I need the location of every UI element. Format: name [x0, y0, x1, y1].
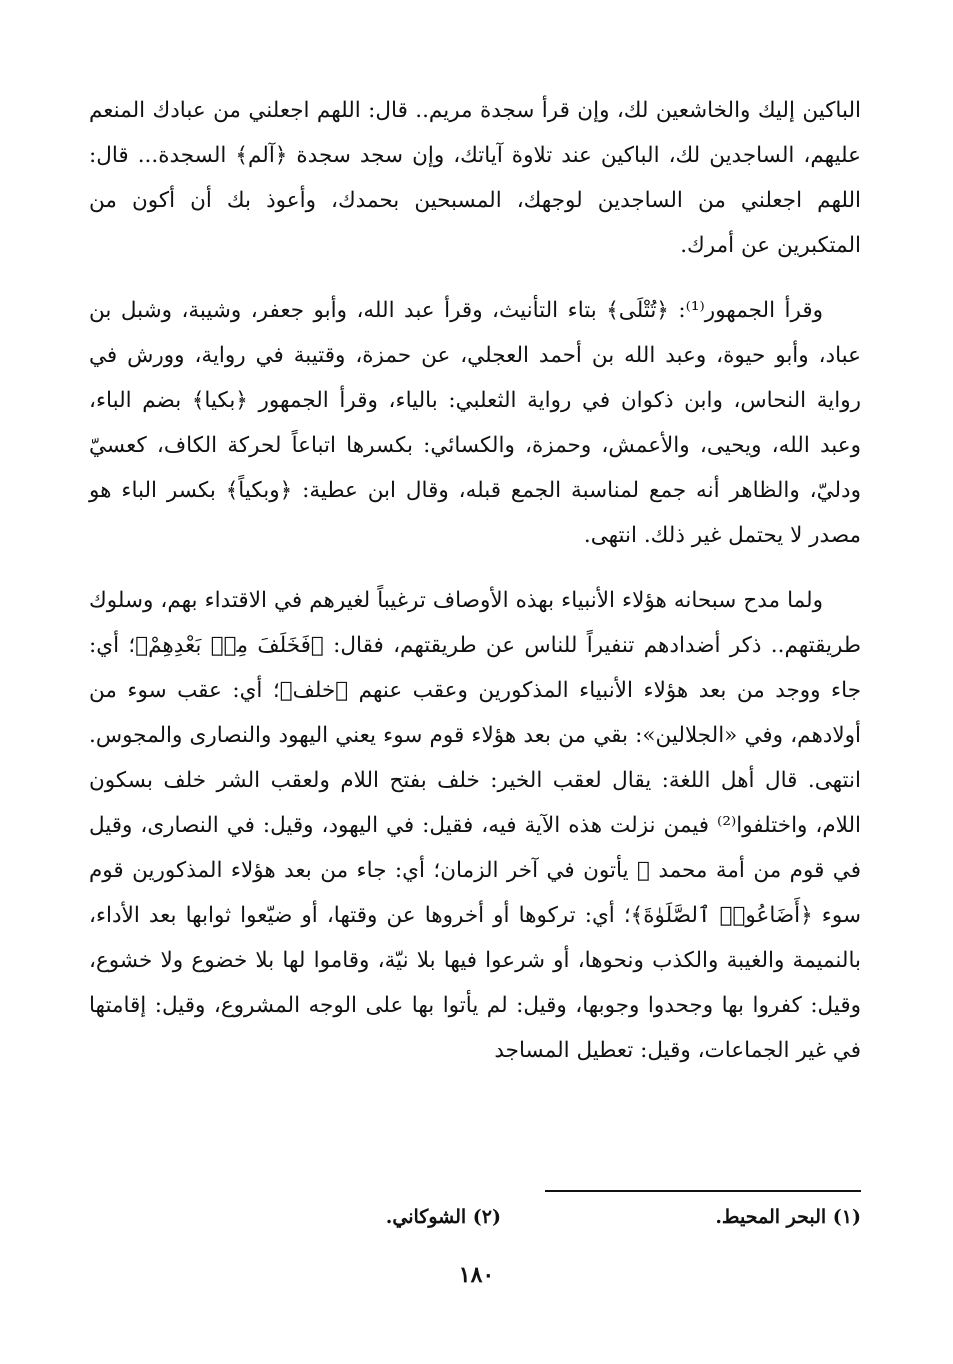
footnote-2: (٢) الشوكاني. [385, 1206, 501, 1228]
footnote-divider [545, 1190, 861, 1192]
paragraph-1: الباكين إليك والخاشعين لك، وإن قرأ سجدة مريم.. قال: اللهم اجعلني من عبادك المنعم عليهم، الساجدين لك، الباكين عند تلاوة آياتك، وإن سجد سجدة ﴿آلم﴾ السجدة... قال: اللهم اجعلني من الساجدين لوجهك، المسبحين بحمدك، وأعوذ بك أن أكون من المتكبرين عن أمرك. [89, 98, 861, 258]
footnote-1: (١) البحر المحيط. [715, 1206, 861, 1228]
paragraph-3: ولما مدح سبحانه هؤلاء الأنبياء بهذه الأوصاف ترغيباً لغيرهم في الاقتداء بهم، وسلوك طريقتهم.. ذكر أضدادهم تنفيراً للناس عن طريقتهم، فقال: ﴿فَخَلَفَ مِنۢ بَعْدِهِمْ﴾؛ أي: جاء ووجد من بعد هؤلاء الأنبياء المذكورين وعقب عنهم ﴿خلف﴾؛ أي: عقب سوء من أولادهم، وفي «الجلالين»: بقي من بعد هؤلاء قوم سوء يعني اليهود والنصارى والمجوس. انتهى. قال أهل اللغة: يقال لعقب الخير: خلف بفتح اللام ولعقب الشر خلف بسكون اللام، واختلفوا⁽²⁾ فيمن نزلت هذه الآية فيه، فقيل: في اليهود، وقيل: في النصارى، وقيل في قوم من أمة محمد ﷺ يأتون في آخر الزمان؛ أي: جاء من بعد هؤلاء المذكورين قوم سوء ﴿أَضَاعُوا۟ ٱلصَّلَوٰةَ﴾؛ أي: تركوها أو أخروها عن وقتها، أو ضيّعوا ثوابها بعد الأداء، بالنميمة والغيبة والكذب ونحوها، أو شرعوا فيها بلا نيّة، وقاموا لها بلا خضوع ولا خشوع، وقيل: كفروا بها وجحدوا وجوبها، وقيل: لم يأتوا بها على الوجه المشروع، وقيل: إقامتها في غير الجماعات، وقيل: تعطيل المساجد [89, 588, 861, 1063]
paragraph-2: وقرأ الجمهور⁽¹⁾: ﴿تُتْلَى﴾ بتاء التأنيث، وقرأ عبد الله، وأبو جعفر، وشيبة، وشبل بن عباد، وأبو حيوة، وعبد الله بن أحمد العجلي، عن حمزة، وقتيبة في رواية، وورش في رواية النحاس، وابن ذكوان في رواية الثعلبي: بالياء، وقرأ الجمهور ﴿بكيا﴾ بضم الباء، وعبد الله، ويحيى، والأعمش، وحمزة، والكسائي: بكسرها اتباعاً لحركة الكاف، كعسيّ ودليّ، والظاهر أنه جمع لمناسبة الجمع قبله، وقال ابن عطية: ﴿وبكياً﴾ بكسر الباء هو مصدر لا يحتمل غير ذلك. انتهى. [89, 298, 861, 548]
page-body [89, 88, 861, 1073]
footnotes [89, 1206, 861, 1236]
page-number: ١٨٠ [458, 1262, 495, 1288]
